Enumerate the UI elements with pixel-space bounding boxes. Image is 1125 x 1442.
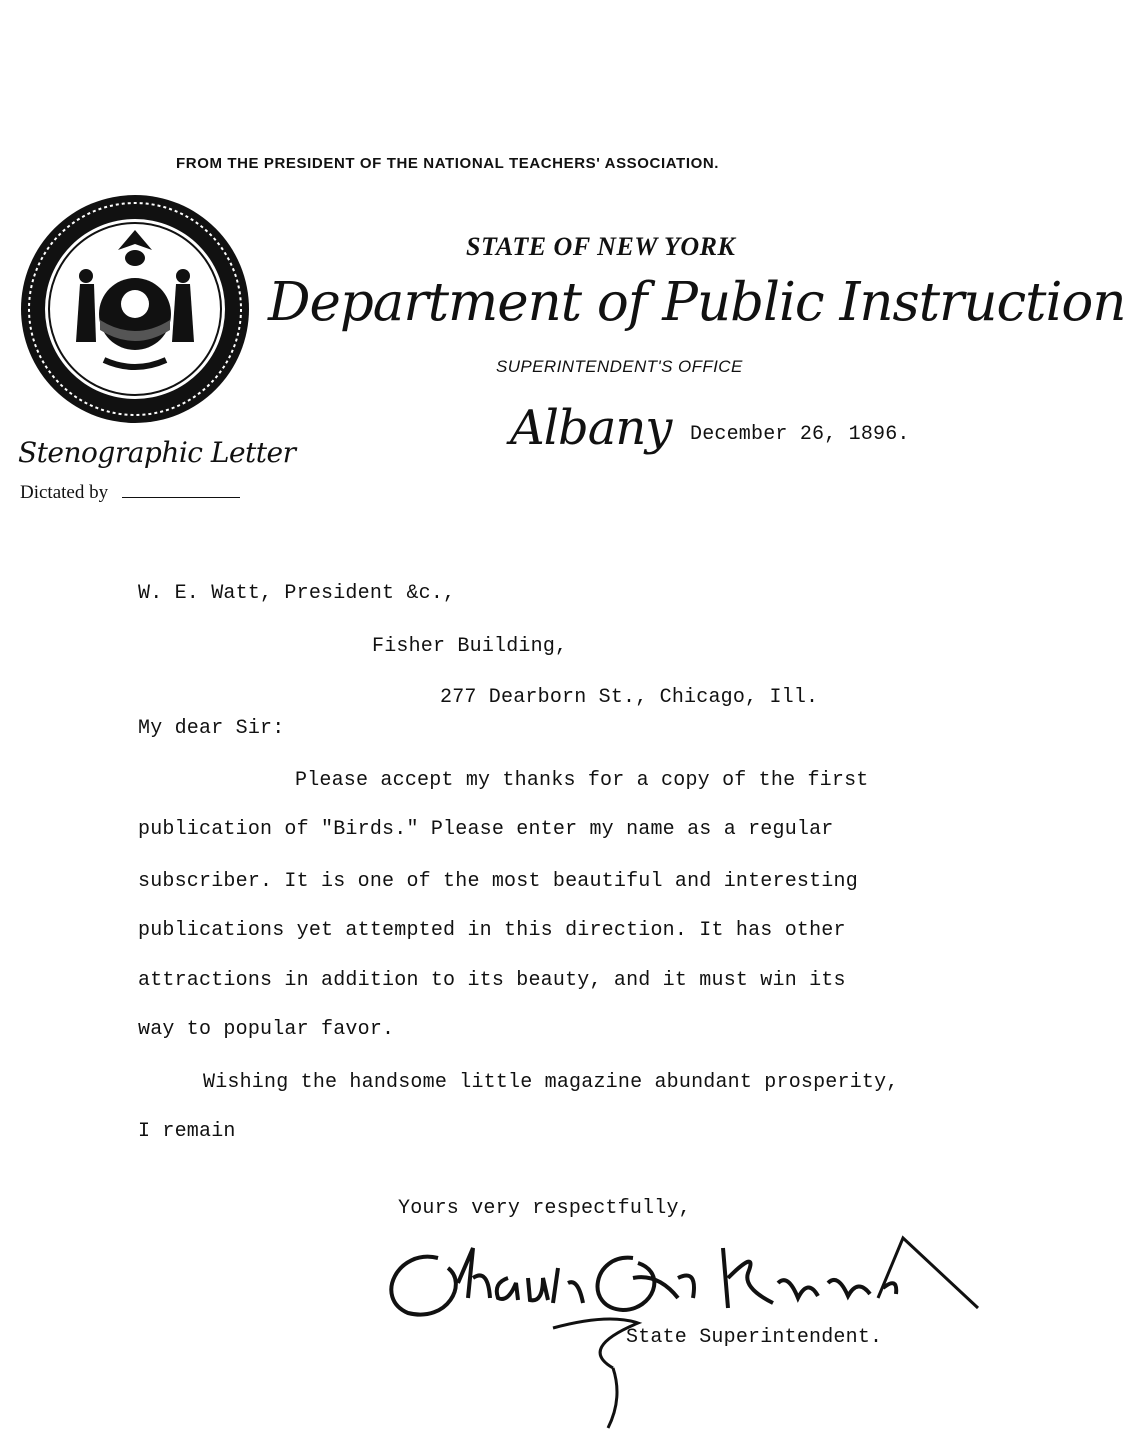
body-line: subscriber. It is one of the most beautiful and interesting [138,870,858,893]
body-line: publication of "Birds." Please enter my name as a regular [138,818,834,841]
city-name: Albany [510,400,672,456]
body-line: Please accept my thanks for a copy of the first [295,769,869,792]
signer-title: State Superintendent. [626,1326,883,1349]
closing: Yours very respectfully, [398,1197,691,1220]
body-line: way to popular favor. [138,1018,395,1041]
letter-date: December 26, 1896. [690,423,910,446]
state-title: STATE OF NEW YORK [466,232,736,261]
office-subtitle: SUPERINTENDENT'S OFFICE [496,357,743,376]
dictated-by-label: Dictated by [20,482,109,503]
salutation: My dear Sir: [138,717,285,740]
department-title: Department of Public Instruction [268,272,1125,333]
body-line: attractions in addition to its beauty, and it must win its [138,969,846,992]
address-line-2: Fisher Building, [372,635,568,658]
body-line: Wishing the handsome little magazine abundant prosperity, [203,1071,899,1094]
body-line: publications yet attempted in this direction. It has other [138,919,846,942]
state-seal-icon [18,192,252,426]
dictated-by-line [122,497,240,498]
stenographic-label: Stenographic Letter [18,436,296,469]
from-line: FROM THE PRESIDENT OF THE NATIONAL TEACHERS' ASSOCIATION. [176,155,720,172]
address-line-3: 277 Dearborn St., Chicago, Ill. [440,686,819,709]
address-line-1: W. E. Watt, President &c., [138,582,456,605]
body-line: I remain [138,1120,236,1143]
